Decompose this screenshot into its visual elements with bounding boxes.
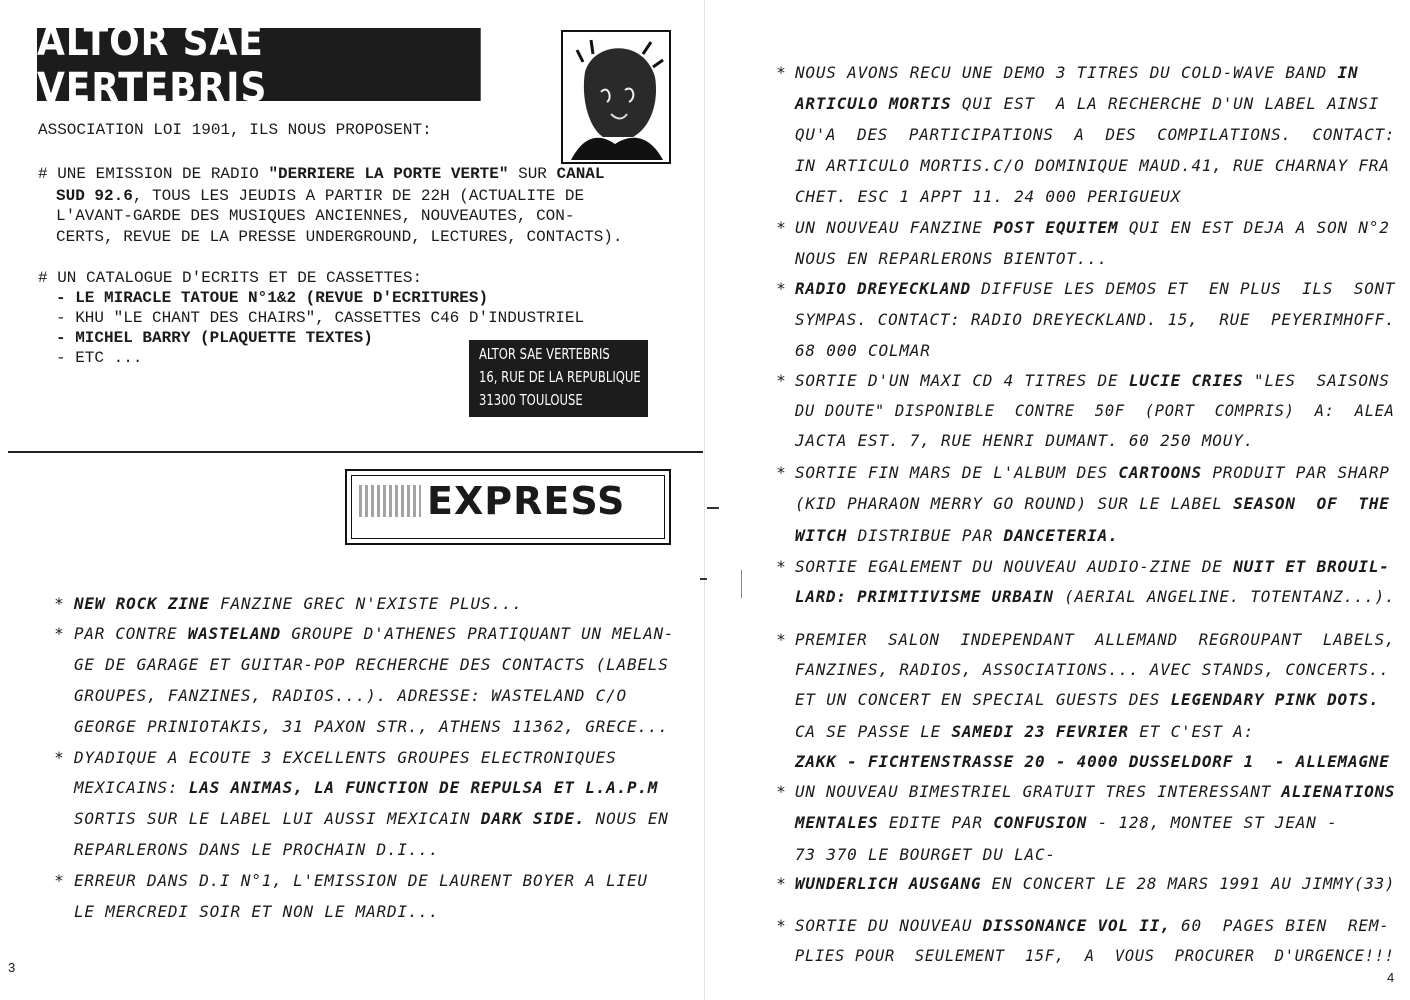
catalogue-heading: # UN CATALOGUE D'ECRITS ET DE CASSETTES: bbox=[38, 269, 423, 287]
news-text: EN CONCERT LE 28 MARS 1991 AU JIMMY(33) bbox=[981, 874, 1396, 893]
radio-show-name: "DERRIERE LA PORTE VERTE" bbox=[268, 165, 509, 183]
news-bold: DANCETERIA. bbox=[1003, 526, 1119, 545]
express-scribble bbox=[359, 485, 421, 517]
express-title: EXPRESS bbox=[427, 479, 626, 523]
news-line bbox=[74, 778, 658, 797]
news-line: GEORGE PRINIOTAKIS, 31 PAXON STR., ATHENS 11362, GRECE... bbox=[74, 717, 669, 736]
news-bold: CARTOONS bbox=[1118, 463, 1202, 482]
news-text: (KID PHARAON MERRY GO ROUND) SUR LE LABEL bbox=[795, 494, 1234, 513]
news-bold: MENTALES bbox=[795, 813, 879, 832]
intro-text: ASSOCIATION LOI 1901, ILS NOUS PROPOSENT: bbox=[38, 121, 432, 139]
news-text: SORTIE DU NOUVEAU bbox=[795, 916, 983, 935]
portrait-illustration bbox=[561, 30, 671, 164]
news-bold: ARTICULO MORTIS bbox=[795, 94, 952, 113]
bullet-star: * bbox=[777, 218, 785, 237]
news-line: 68 000 COLMAR bbox=[795, 341, 931, 360]
news-bold: RADIO DREYECKLAND bbox=[795, 279, 971, 298]
news-bold: NEW ROCK ZINE bbox=[74, 594, 210, 613]
address-line-3: 31300 TOULOUSE bbox=[479, 391, 583, 409]
news-line bbox=[795, 557, 1390, 576]
news-text: (AERIAL ANGELINE. TOTENTANZ...). bbox=[1053, 587, 1396, 606]
news-bold: ALIENATIONS bbox=[1281, 782, 1396, 801]
page-number-right: 4 bbox=[1387, 970, 1395, 985]
news-line: GROUPES, FANZINES, RADIOS...). ADRESSE: WASTELAND C/O bbox=[74, 686, 627, 705]
news-line: DYADIQUE A ECOUTE 3 EXCELLENTS GROUPES ELECTRONIQUES bbox=[74, 748, 617, 767]
bullet-star: * bbox=[777, 782, 785, 801]
news-line bbox=[795, 874, 1395, 893]
news-bold: WASTELAND bbox=[187, 624, 282, 643]
news-text: NOUS EN bbox=[585, 809, 669, 828]
news-line bbox=[795, 279, 1395, 298]
express-banner bbox=[345, 469, 671, 545]
bullet-star: * bbox=[777, 63, 785, 82]
section-divider bbox=[8, 451, 703, 453]
news-line: SYMPAS. CONTACT: RADIO DREYECKLAND. 15, RUE PEYERIMHOFF. bbox=[795, 310, 1396, 329]
news-line bbox=[74, 809, 669, 828]
bullet-star: * bbox=[777, 371, 785, 390]
bullet-star: * bbox=[777, 630, 785, 649]
news-line: ERREUR DANS D.I N°1, L'EMISSION DE LAURENT BOYER A LIEU bbox=[74, 871, 648, 890]
news-line bbox=[795, 916, 1390, 935]
page-title: ALTOR SAE VERTEBRIS bbox=[37, 28, 481, 101]
news-text: ET UN CONCERT EN SPECIAL GUESTS DES bbox=[795, 690, 1171, 709]
radio-line2-rest: , TOUS LES JEUDIS A PARTIR DE 22H (ACTUALITE DE bbox=[132, 187, 585, 205]
news-bold: WITCH bbox=[795, 526, 848, 545]
news-text: GROUPE D'ATHENES PRATIQUANT UN MELAN- bbox=[281, 624, 675, 643]
news-text: QUI EN EST DEJA A SON N°2 bbox=[1118, 218, 1390, 237]
news-bold: LEGENDARY PINK DOTS. bbox=[1170, 690, 1380, 709]
news-line: REPARLERONS DANS LE PROCHAIN D.I... bbox=[74, 840, 440, 859]
news-line bbox=[795, 587, 1395, 606]
news-line bbox=[795, 722, 1254, 741]
news-line: FANZINES, RADIOS, ASSOCIATIONS... AVEC STANDS, CONCERTS.. bbox=[795, 660, 1390, 679]
news-line bbox=[795, 371, 1390, 390]
news-text: 60 PAGES BIEN REM- bbox=[1170, 916, 1390, 935]
news-line: NOUS EN REPARLERONS BIENTOT... bbox=[795, 249, 1108, 268]
news-text: EDITE PAR bbox=[878, 813, 994, 832]
news-text: DISTRIBUE PAR bbox=[847, 526, 1004, 545]
news-bold: SEASON OF THE bbox=[1233, 494, 1390, 513]
bullet-star: * bbox=[55, 594, 63, 613]
bullet-star: * bbox=[777, 557, 785, 576]
news-line: IN ARTICULO MORTIS.C/O DOMINIQUE MAUD.41, RUE CHARNAY FRA bbox=[795, 156, 1390, 175]
news-text: CA SE PASSE LE bbox=[795, 722, 952, 741]
news-text: SORTIE EGALEMENT DU NOUVEAU AUDIO-ZINE DE bbox=[795, 557, 1234, 576]
news-text: PRODUIT PAR SHARP bbox=[1201, 463, 1390, 482]
news-text: SORTIE D'UN MAXI CD 4 TITRES DE bbox=[795, 371, 1129, 390]
catalogue-item-3: - MICHEL BARRY (PLAQUETTE TEXTES) bbox=[56, 329, 373, 347]
news-bold: SAMEDI 23 FEVRIER bbox=[951, 722, 1129, 741]
news-line: ZAKK - FICHTENSTRASSE 20 - 4000 DUSSELDORF 1 - ALLEMAGNE bbox=[795, 752, 1390, 771]
news-line bbox=[74, 594, 523, 613]
radio-station-a: CANAL bbox=[556, 165, 605, 183]
news-line: DU DOUTE" DISPONIBLE CONTRE 50F (PORT COMPRIS) A: ALEA bbox=[795, 401, 1395, 420]
news-text: "LES SAISONS bbox=[1243, 371, 1390, 390]
news-line bbox=[795, 63, 1358, 82]
news-line: GE DE GARAGE ET GUITAR-POP RECHERCHE DES CONTACTS (LABELS bbox=[74, 655, 669, 674]
news-bold: DARK SIDE. bbox=[480, 809, 586, 828]
news-line: 73 370 LE BOURGET DU LAC- bbox=[795, 845, 1056, 864]
news-text: QUI EST A LA RECHERCHE D'UN LABEL AINSI bbox=[951, 94, 1380, 113]
news-bold: LAS ANIMAS, LA FUNCTION DE REPULSA ET L.A.P.M bbox=[188, 778, 659, 797]
news-line bbox=[795, 94, 1379, 113]
news-bold: DISSONANCE VOL II, bbox=[982, 916, 1171, 935]
news-line bbox=[74, 624, 674, 643]
news-text: PAR CONTRE bbox=[74, 624, 188, 643]
news-line bbox=[795, 463, 1390, 482]
news-line bbox=[795, 782, 1395, 801]
news-bold: LUCIE CRIES bbox=[1128, 371, 1244, 390]
news-text: ET C'EST A: bbox=[1128, 722, 1255, 741]
bullet-star: * bbox=[55, 871, 63, 890]
radio-line-3: L'AVANT-GARDE DES MUSIQUES ANCIENNES, NOUVEAUTES, CON- bbox=[56, 207, 575, 225]
news-line: LE MERCREDI SOIR ET NON LE MARDI... bbox=[74, 902, 440, 921]
bullet-star: * bbox=[55, 748, 63, 767]
news-line bbox=[795, 813, 1338, 832]
address-line-1: ALTOR SAE VERTEBRIS bbox=[479, 345, 610, 363]
news-line: QU'A DES PARTICIPATIONS A DES COMPILATIONS. CONTACT: bbox=[795, 125, 1396, 144]
news-line: PREMIER SALON INDEPENDANT ALLEMAND REGROUPANT LABELS, bbox=[795, 630, 1396, 649]
radio-mid: SUR bbox=[508, 165, 557, 183]
radio-station-b: SUD 92.6 bbox=[56, 187, 133, 205]
right-page bbox=[705, 0, 1410, 1000]
news-line bbox=[795, 494, 1390, 513]
news-bold: IN bbox=[1337, 63, 1359, 82]
bullet-star: * bbox=[777, 463, 785, 482]
news-text: MEXICAINS: bbox=[74, 778, 189, 797]
news-bold: CONFUSION bbox=[993, 813, 1088, 832]
bullet-star: * bbox=[777, 916, 785, 935]
bullet-star: * bbox=[777, 874, 785, 893]
address-line-2: 16, RUE DE LA REPUBLIQUE bbox=[479, 368, 641, 386]
catalogue-item-1: - LE MIRACLE TATOUE N°1&2 (REVUE D'ECRITURES) bbox=[56, 289, 489, 307]
news-text: UN NOUVEAU BIMESTRIEL GRATUIT TRES INTERESSANT bbox=[795, 782, 1282, 801]
news-bold: LARD: PRIMITIVISME URBAIN bbox=[795, 587, 1054, 606]
news-text: NOUS AVONS RECU UNE DEMO 3 TITRES DU COLD-WAVE BAND bbox=[795, 63, 1338, 82]
news-text: - 128, MONTEE ST JEAN - bbox=[1087, 813, 1338, 832]
news-line: CHET. ESC 1 APPT 11. 24 000 PERIGUEUX bbox=[795, 187, 1182, 206]
news-text: FANZINE GREC N'EXISTE PLUS... bbox=[209, 594, 523, 613]
radio-line-4: CERTS, REVUE DE LA PRESSE UNDERGROUND, LECTURES, CONTACTS). bbox=[56, 228, 623, 246]
news-bold: POST EQUITEM bbox=[993, 218, 1119, 237]
radio-line-2 bbox=[56, 186, 584, 206]
news-line bbox=[795, 218, 1390, 237]
radio-prefix: # UNE EMISSION DE RADIO bbox=[38, 165, 269, 183]
news-bold: WUNDERLICH AUSGANG bbox=[795, 874, 982, 893]
news-text: SORTIS SUR LE LABEL LUI AUSSI MEXICAIN bbox=[74, 809, 481, 828]
news-line bbox=[795, 690, 1379, 709]
news-line: PLIES POUR SEULEMENT 15F, A VOUS PROCURER D'URGENCE!!! bbox=[795, 946, 1395, 965]
news-text: DIFFUSE LES DEMOS ET EN PLUS ILS SONT bbox=[970, 279, 1396, 298]
catalogue-item-2: - KHU "LE CHANT DES CHAIRS", CASSETTES C46 D'INDUSTRIEL bbox=[56, 309, 585, 327]
bullet-star: * bbox=[777, 279, 785, 298]
news-text: SORTIE FIN MARS DE L'ALBUM DES bbox=[795, 463, 1119, 482]
news-line: JACTA EST. 7, RUE HENRI DUMANT. 60 250 MOUY. bbox=[795, 431, 1255, 450]
page-number-left: 3 bbox=[8, 960, 16, 975]
radio-line-1 bbox=[38, 164, 605, 184]
news-text: UN NOUVEAU FANZINE bbox=[795, 218, 994, 237]
news-line bbox=[795, 526, 1118, 545]
news-bold: NUIT ET BROUIL- bbox=[1233, 557, 1390, 576]
catalogue-item-4: - ETC ... bbox=[56, 349, 143, 367]
address-box bbox=[469, 340, 648, 417]
bullet-star: * bbox=[55, 624, 63, 643]
